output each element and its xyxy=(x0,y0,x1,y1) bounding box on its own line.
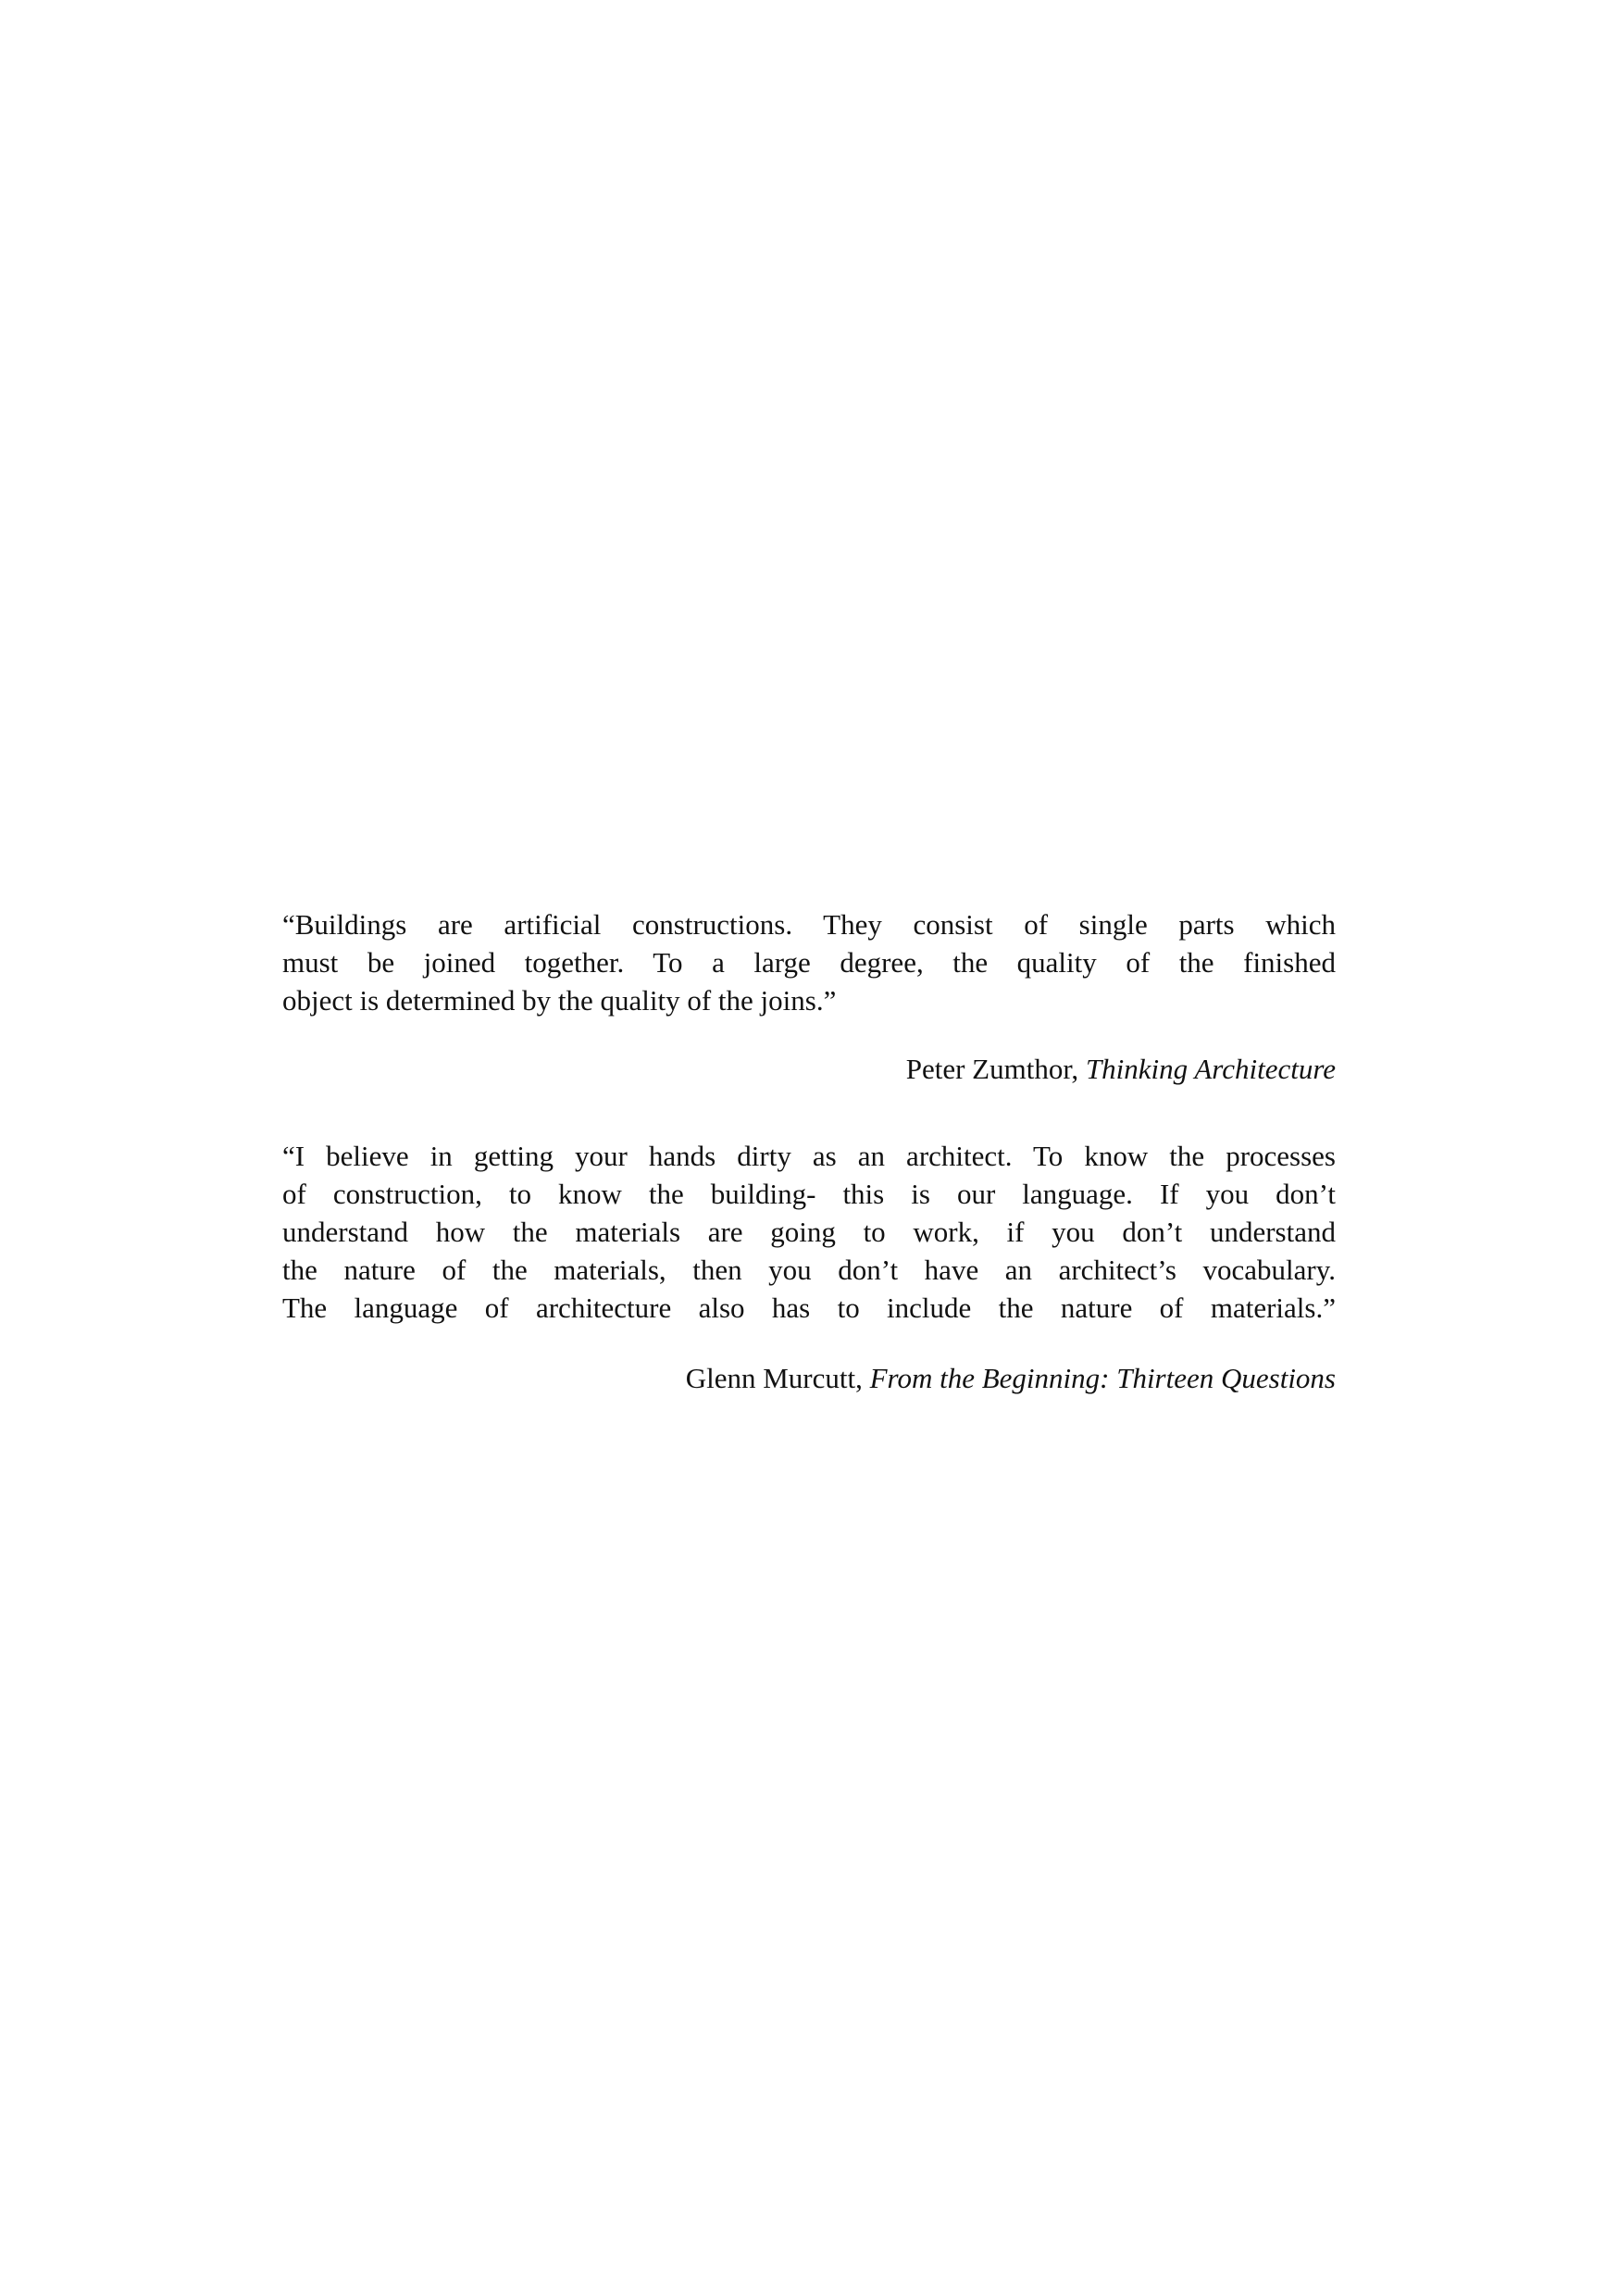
quote-zumthor xyxy=(282,905,1336,1019)
attribution-zumthor xyxy=(906,1050,1336,1088)
quote-murcutt xyxy=(282,1137,1336,1327)
attribution-murcutt xyxy=(686,1359,1336,1397)
work-title: From the Beginning: Thirteen Questions xyxy=(869,1362,1336,1394)
author-name: Glenn Murcutt, xyxy=(685,1362,863,1394)
quote-line: The language of architecture also has to include the nature of materials.” xyxy=(282,1292,1336,1324)
author-name: Peter Zumthor, xyxy=(905,1053,1079,1085)
quote-line: must be joined together. To a large degree, the quality of the finished xyxy=(282,946,1336,979)
work-title: Thinking Architecture xyxy=(1085,1053,1336,1085)
quote-line: “I believe in getting your hands dirty as an architect. To know the processes xyxy=(282,1140,1336,1172)
quote-line: understand how the materials are going to work, if you don’t understand xyxy=(282,1216,1336,1248)
quote-line: “Buildings are artificial constructions. They consist of single parts which xyxy=(282,908,1336,941)
quote-line: of construction, to know the building- this is our language. If you don’t xyxy=(282,1178,1336,1210)
quote-line: the nature of the materials, then you don’t have an architect’s vocabulary. xyxy=(282,1254,1336,1286)
quote-line: object is determined by the quality of the joins.” xyxy=(282,984,837,1017)
